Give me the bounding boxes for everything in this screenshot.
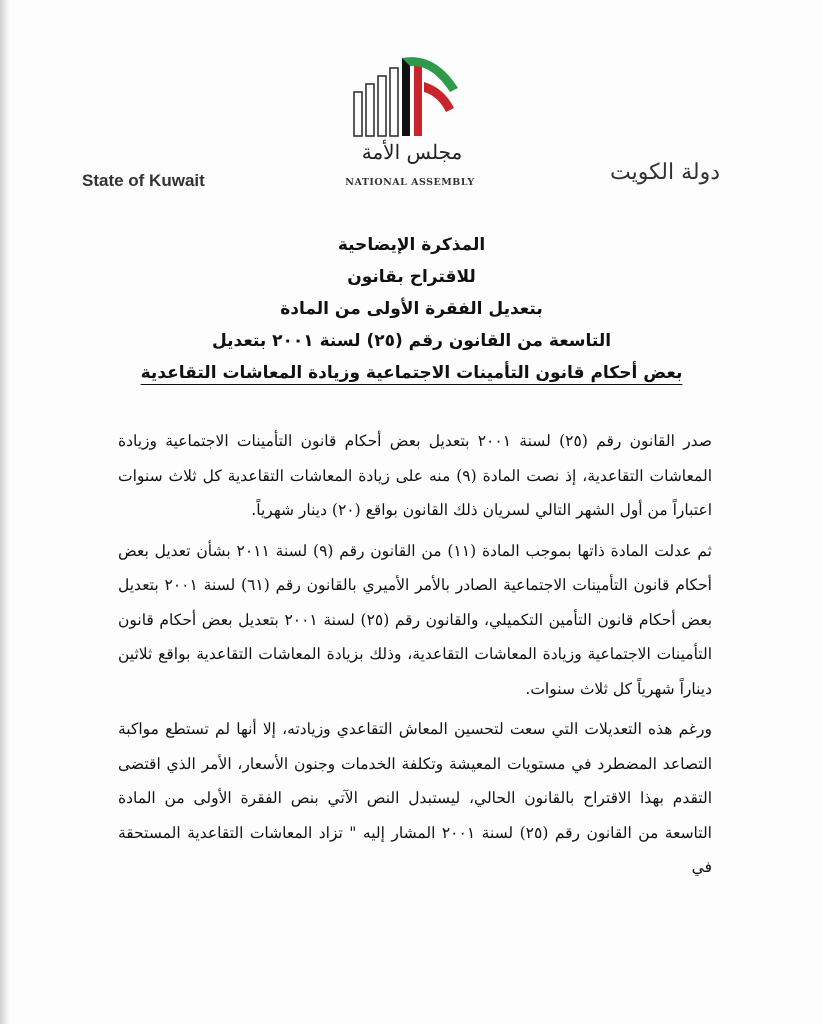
state-name-arabic: دولة الكويت	[610, 160, 720, 185]
memo-title	[90, 230, 733, 390]
national-assembly-logo	[340, 42, 480, 192]
title-line: بتعديل الفقرة الأولى من المادة	[280, 299, 543, 319]
title-line: المذكرة الإيضاحية	[337, 235, 486, 255]
title-line-text: بعض أحكام قانون التأمينات الاجتماعية وزيادة المعاشات التقاعدية	[140, 363, 683, 383]
assembly-name-english: NATIONAL ASSEMBLY	[345, 177, 475, 188]
memo-body	[118, 424, 712, 891]
title-line-underlined	[90, 358, 733, 388]
state-name-english: State of Kuwait	[82, 171, 205, 190]
body-paragraph: صدر القانون رقم (٢٥) لسنة ٢٠٠١ بتعديل بعض أحكام قانون التأمينات الاجتماعية وزيادة المعاشات التقاعدية، إذ نصت المادة (٩) منه على زيادة المعاشات التقاعدية كل ثلاث سنوات اعتباراً من أول الشهر التالي لسريان ذلك القانون بواقع (٢٠) دينار شهرياً.	[118, 432, 712, 519]
page-binding-shadow	[0, 0, 10, 1024]
assembly-name-arabic: مجلس الأمة	[361, 140, 463, 164]
title-line: التاسعة من القانون رقم (٢٥) لسنة ٢٠٠١ بتعديل	[211, 331, 612, 351]
title-line: للاقتراح بقانون	[347, 267, 476, 287]
body-paragraph: ورغم هذه التعديلات التي سعت لتحسين المعاش التقاعدي وزيادته، إلا أنها لم تستطع مواكبة التصاعد المضطرد في مستويات المعيشة وتكلفة الخدمات وجنون الأسعار، الأمر الذي اقتضى التقدم بهذا الاقتراح بالقانون الحالي، ليستبدل النص الآتي بنص الفقرة الأولى من المادة التاسعة من القانون رقم (٢٥) لسنة ٢٠٠١ المشار إليه " تزاد المعاشات التقاعدية المستحقة في	[118, 720, 712, 876]
body-paragraph: ثم عدلت المادة ذاتها بموجب المادة (١١) من القانون رقم (٩) لسنة ٢٠١١ بشأن تعديل بعض أحكام قانون التأمينات الاجتماعية الصادر بالأمر الأميري بالقانون رقم (٦١) لسنة ٢٠٠١ بتعديل بعض أحكام قانون التأمين التكميلي، والقانون رقم (٢٥) لسنة ٢٠٠١ بتعديل بعض أحكام قانون التأمينات الاجتماعية وزيادة المعاشات التقاعدية، وذلك بزيادة المعاشات التقاعدية بواقع ثلاثين ديناراً شهرياً كل ثلاث سنوات.	[118, 541, 713, 698]
